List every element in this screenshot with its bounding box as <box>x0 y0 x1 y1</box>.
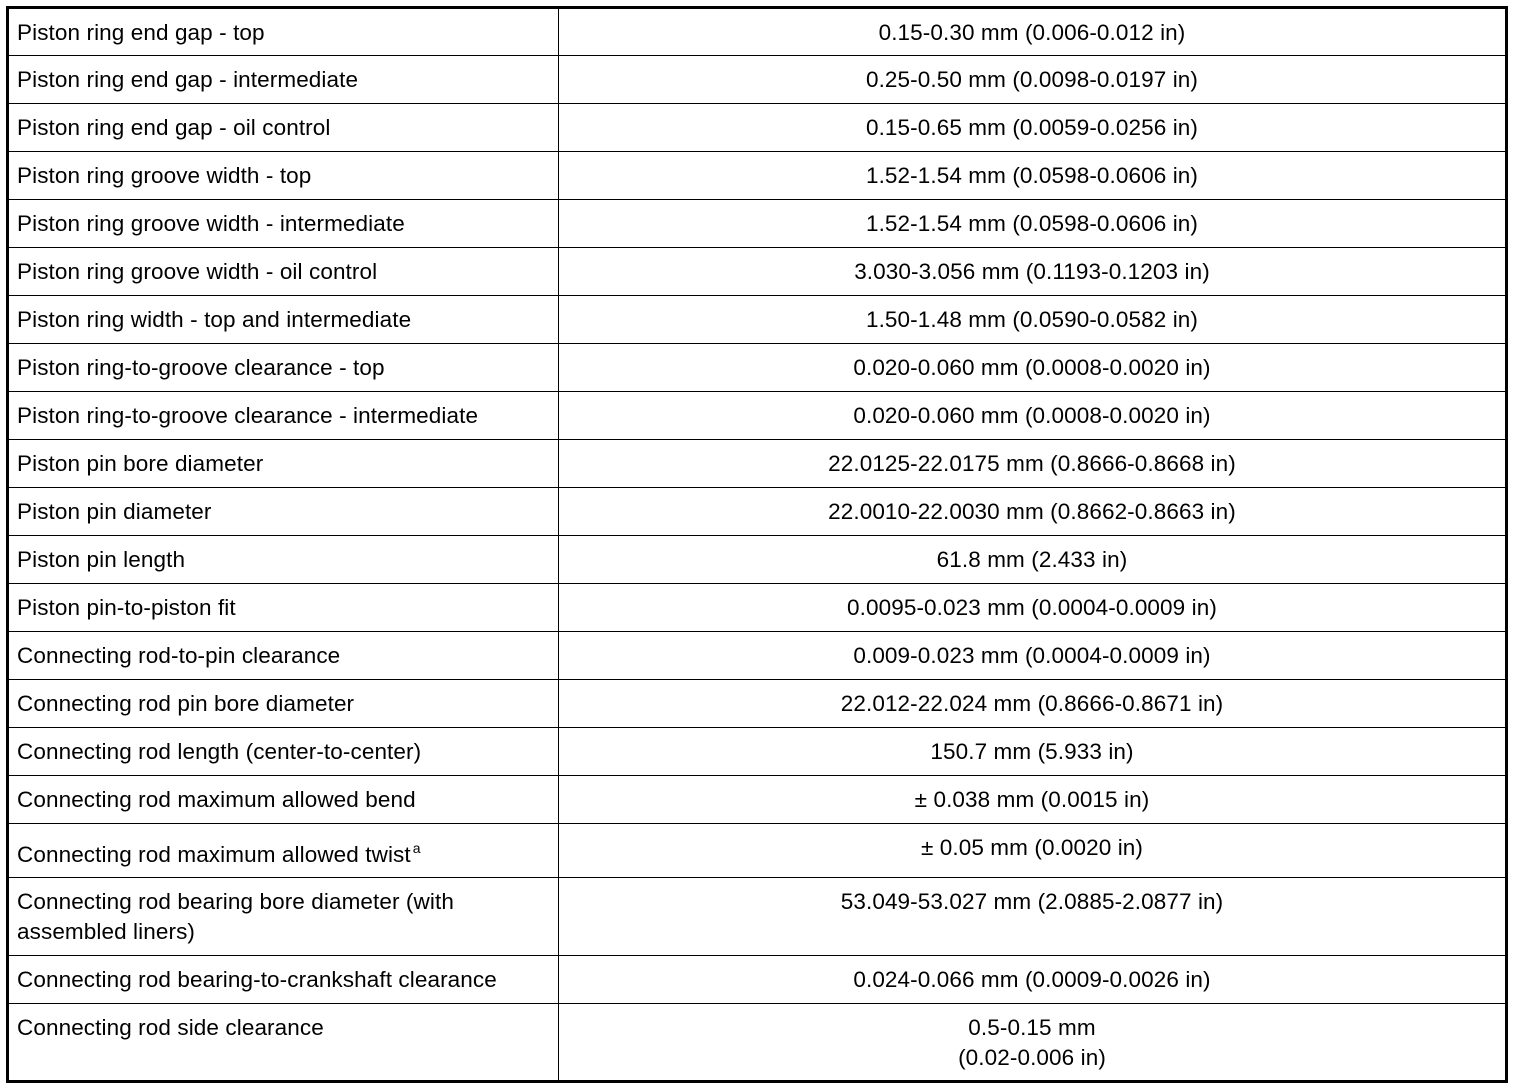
table-row <box>8 104 1507 152</box>
spec-label: Piston pin length <box>8 536 559 584</box>
spec-value: 0.020-0.060 mm (0.0008-0.0020 in) <box>559 392 1507 440</box>
spec-label: Piston pin diameter <box>8 488 559 536</box>
spec-value: 1.52-1.54 mm (0.0598-0.0606 in) <box>559 200 1507 248</box>
table-row <box>8 440 1507 488</box>
footnote-marker: a <box>412 840 421 856</box>
table-row <box>8 392 1507 440</box>
spec-label: Connecting rod-to-pin clearance <box>8 632 559 680</box>
spec-label: Connecting rod pin bore diameter <box>8 680 559 728</box>
table-row <box>8 56 1507 104</box>
spec-label: Piston ring end gap - top <box>8 8 559 56</box>
table-row <box>8 776 1507 824</box>
spec-value: ± 0.05 mm (0.0020 in) <box>559 824 1507 878</box>
spec-label: Connecting rod maximum allowed bend <box>8 776 559 824</box>
spec-value: 22.0010-22.0030 mm (0.8662-0.8663 in) <box>559 488 1507 536</box>
spec-value: 0.25-0.50 mm (0.0098-0.0197 in) <box>559 56 1507 104</box>
spec-label: Connecting rod length (center-to-center) <box>8 728 559 776</box>
table-row <box>8 200 1507 248</box>
spec-label: Connecting rod bearing bore diameter (with assembled liners) <box>8 878 559 956</box>
spec-label-text: Connecting rod maximum allowed twist <box>17 842 411 867</box>
table-row <box>8 1004 1507 1082</box>
spec-label: Piston ring width - top and intermediate <box>8 296 559 344</box>
table-row <box>8 632 1507 680</box>
spec-value: 3.030-3.056 mm (0.1193-0.1203 in) <box>559 248 1507 296</box>
spec-label: Piston ring groove width - intermediate <box>8 200 559 248</box>
spec-value: 22.012-22.024 mm (0.8666-0.8671 in) <box>559 680 1507 728</box>
spec-value: 0.024-0.066 mm (0.0009-0.0026 in) <box>559 956 1507 1004</box>
table-row <box>8 824 1507 878</box>
table-row <box>8 296 1507 344</box>
spec-label: Connecting rod bearing-to-crankshaft clearance <box>8 956 559 1004</box>
table-row <box>8 680 1507 728</box>
spec-label: Piston pin bore diameter <box>8 440 559 488</box>
spec-value: 1.50-1.48 mm (0.0590-0.0582 in) <box>559 296 1507 344</box>
spec-label: Piston ring end gap - oil control <box>8 104 559 152</box>
spec-label: Connecting rod side clearance <box>8 1004 559 1082</box>
table-row <box>8 584 1507 632</box>
spec-value-line: (0.02-0.006 in) <box>958 1045 1106 1070</box>
spec-value: 0.020-0.060 mm (0.0008-0.0020 in) <box>559 344 1507 392</box>
spec-value: 0.009-0.023 mm (0.0004-0.0009 in) <box>559 632 1507 680</box>
spec-label-with-footnote <box>8 824 559 878</box>
spec-value: ± 0.038 mm (0.0015 in) <box>559 776 1507 824</box>
spec-value: 53.049-53.027 mm (2.0885-2.0877 in) <box>559 878 1507 956</box>
table-row <box>8 536 1507 584</box>
table-row <box>8 878 1507 956</box>
spec-value: 1.52-1.54 mm (0.0598-0.0606 in) <box>559 152 1507 200</box>
table-row <box>8 488 1507 536</box>
spec-label: Piston ring-to-groove clearance - top <box>8 344 559 392</box>
specifications-table <box>6 6 1508 1083</box>
spec-label: Piston ring-to-groove clearance - intermediate <box>8 392 559 440</box>
spec-label: Piston ring end gap - intermediate <box>8 56 559 104</box>
spec-value-multiline <box>559 1004 1507 1082</box>
table-row <box>8 152 1507 200</box>
spec-value: 22.0125-22.0175 mm (0.8666-0.8668 in) <box>559 440 1507 488</box>
spec-value: 61.8 mm (2.433 in) <box>559 536 1507 584</box>
spec-value: 0.0095-0.023 mm (0.0004-0.0009 in) <box>559 584 1507 632</box>
table-row <box>8 248 1507 296</box>
table-row <box>8 344 1507 392</box>
spec-value: 0.15-0.30 mm (0.006-0.012 in) <box>559 8 1507 56</box>
table-row <box>8 956 1507 1004</box>
spec-value-line: 0.5-0.15 mm <box>968 1015 1096 1040</box>
spec-label: Piston ring groove width - oil control <box>8 248 559 296</box>
spec-label: Piston pin-to-piston fit <box>8 584 559 632</box>
spec-label: Piston ring groove width - top <box>8 152 559 200</box>
spec-value: 0.15-0.65 mm (0.0059-0.0256 in) <box>559 104 1507 152</box>
table-row <box>8 728 1507 776</box>
spec-value: 150.7 mm (5.933 in) <box>559 728 1507 776</box>
table-row <box>8 8 1507 56</box>
